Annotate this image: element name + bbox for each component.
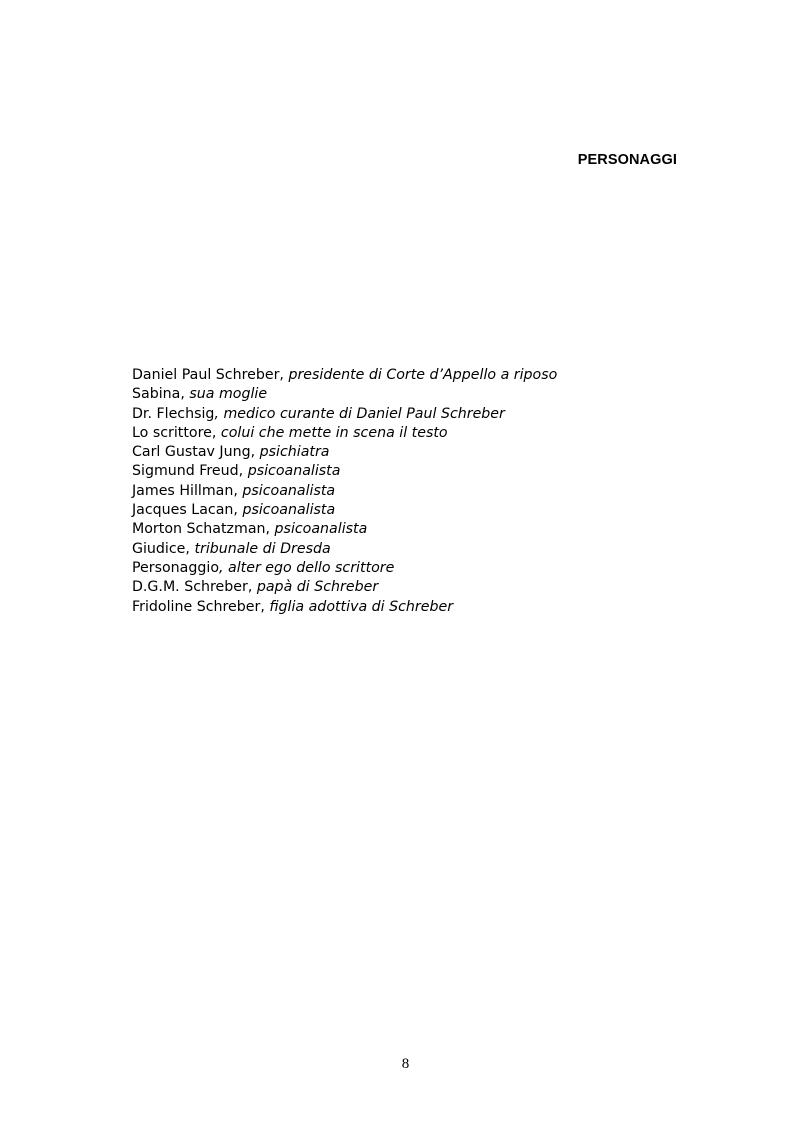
page-number: 8	[401, 1056, 410, 1072]
character-name: Lo scrittore	[132, 424, 212, 441]
separator: ,	[250, 444, 260, 461]
cast-item	[132, 559, 557, 578]
character-role: psicoanalista	[274, 521, 368, 538]
cast-item	[132, 366, 557, 385]
separator: ,	[185, 540, 195, 557]
separator: ,	[247, 579, 257, 596]
cast-item	[132, 520, 557, 539]
cast-item	[132, 540, 557, 559]
cast-item	[132, 598, 557, 617]
character-role: , medico curante di Daniel Paul Schreber	[214, 405, 505, 422]
cast-list	[132, 366, 557, 617]
separator: ,	[211, 424, 221, 441]
character-role: sua moglie	[189, 386, 268, 403]
cast-item	[132, 443, 557, 462]
character-role: psicoanalista	[247, 463, 341, 480]
character-name: Dr. Flechsig	[132, 405, 215, 422]
cast-item	[132, 462, 557, 481]
separator: ,	[279, 367, 289, 383]
separator: ,	[260, 598, 270, 615]
cast-item	[132, 578, 557, 597]
cast-item	[132, 424, 557, 443]
character-name: Daniel Paul Schreber	[132, 367, 280, 383]
character-role: psicoanalista	[242, 482, 336, 499]
character-name: Sigmund Freud	[132, 463, 239, 480]
cast-item	[132, 385, 557, 404]
character-name: Carl Gustav Jung	[132, 444, 251, 461]
character-name: Fridoline Schreber	[132, 598, 261, 615]
separator: ,	[265, 521, 275, 538]
separator: ,	[233, 482, 243, 499]
cast-item	[132, 501, 557, 520]
separator: ,	[233, 502, 243, 519]
character-role: tribunale di Dresda	[194, 540, 331, 557]
character-role: figlia adottiva di Schreber	[269, 598, 454, 615]
character-role: presidente di Corte d’Appello a riposo	[288, 367, 558, 383]
character-role: psicoanalista	[242, 502, 336, 519]
character-name: Jacques Lacan	[132, 502, 234, 519]
cast-item	[132, 482, 557, 501]
character-name: Giudice	[132, 540, 186, 557]
character-role: colui che mette in scena il testo	[220, 424, 448, 441]
cast-item	[132, 405, 557, 424]
character-name: James Hillman	[132, 482, 234, 499]
character-role: , alter ego dello scrittore	[219, 559, 395, 576]
cast-heading: PERSONAGGI	[577, 152, 677, 168]
character-role: papà di Schreber	[256, 579, 379, 596]
character-name: Morton Schatzman	[132, 521, 266, 538]
character-name: Sabina	[132, 386, 181, 403]
separator: ,	[238, 463, 248, 480]
separator: ,	[180, 386, 190, 403]
character-name: Personaggio	[132, 559, 220, 576]
character-name: D.G.M. Schreber	[132, 579, 248, 596]
character-role: psichiatra	[259, 444, 330, 461]
